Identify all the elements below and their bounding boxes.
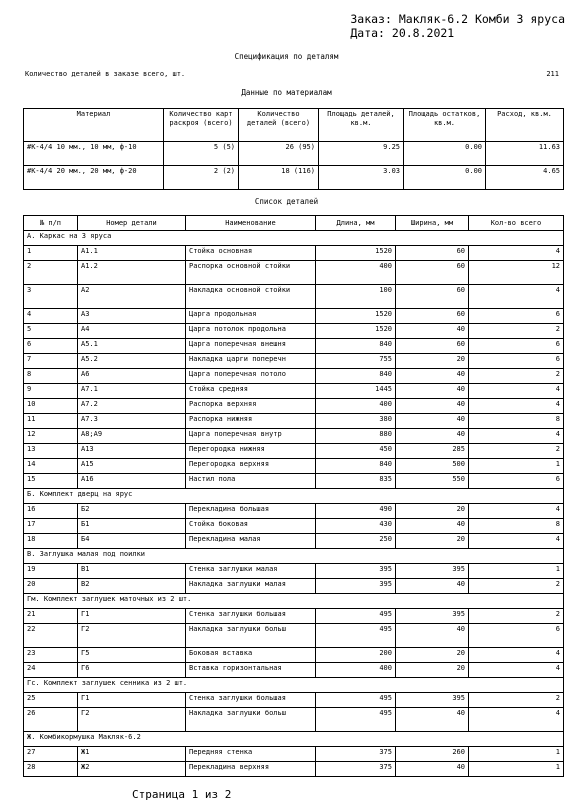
details-cell: 835: [316, 474, 396, 489]
details-cell: 100: [316, 285, 396, 309]
details-body: [24, 231, 564, 777]
materials-header-row: [24, 109, 564, 142]
group-row: [24, 489, 564, 504]
details-cell: 4: [469, 534, 564, 549]
details-cell: 19: [24, 564, 78, 579]
details-cell: 60: [396, 261, 469, 285]
table-row: [24, 609, 564, 624]
details-table: [23, 215, 564, 777]
details-cell: 375: [316, 762, 396, 777]
details-cell: А7.3: [78, 414, 186, 429]
details-cell: 4: [24, 309, 78, 324]
details-cell: 1520: [316, 246, 396, 261]
spec-title: Спецификация по деталям: [234, 52, 339, 61]
materials-col-header: Площадь деталей, кв.м.: [319, 109, 404, 142]
details-cell: 285: [396, 444, 469, 459]
details-cell: А7.2: [78, 399, 186, 414]
details-cell: 380: [316, 414, 396, 429]
table-row: [24, 324, 564, 339]
table-row: [24, 534, 564, 549]
details-cell: Г1: [78, 609, 186, 624]
details-cell: 2: [469, 324, 564, 339]
table-row: [24, 354, 564, 369]
details-cell: 2: [24, 261, 78, 285]
details-cell: 20: [396, 648, 469, 663]
table-row: [24, 399, 564, 414]
details-cell: 4: [469, 648, 564, 663]
details-cell: 60: [396, 309, 469, 324]
table-row: [24, 414, 564, 429]
table-row: [24, 708, 564, 732]
details-cell: 40: [396, 414, 469, 429]
materials-cell: #К-4/4 10 мм., 10 мм, ф-10: [24, 142, 164, 166]
details-cell: 1: [469, 762, 564, 777]
details-cell: Накладка царги поперечн: [186, 354, 316, 369]
details-cell: 1: [469, 459, 564, 474]
details-cell: Накладка заглушки больш: [186, 708, 316, 732]
date-line: Дата: 20.8.2021: [350, 26, 455, 40]
details-cell: В1: [78, 564, 186, 579]
details-cell: 40: [396, 624, 469, 648]
details-cell: 6: [24, 339, 78, 354]
details-cell: 840: [316, 459, 396, 474]
details-cell: 24: [24, 663, 78, 678]
table-row: [24, 624, 564, 648]
details-cell: 40: [396, 429, 469, 444]
details-cell: 12: [24, 429, 78, 444]
details-col-header: Длина, мм: [316, 216, 396, 231]
details-cell: 1520: [316, 309, 396, 324]
materials-table: [23, 108, 564, 190]
details-cell: 40: [396, 324, 469, 339]
details-cell: 18: [24, 534, 78, 549]
details-cell: 395: [316, 579, 396, 594]
order-line: Заказ: Макляк-6.2 Комби 3 яруса: [350, 12, 565, 26]
details-cell: 6: [469, 624, 564, 648]
details-cell: 5: [24, 324, 78, 339]
details-cell: 1445: [316, 384, 396, 399]
details-cell: А3: [78, 309, 186, 324]
details-cell: 20: [396, 663, 469, 678]
details-col-header: Кол-во всего: [469, 216, 564, 231]
details-cell: Передняя стенка: [186, 747, 316, 762]
details-col-header: № п/п: [24, 216, 78, 231]
details-cell: 4: [469, 246, 564, 261]
details-cell: Г6: [78, 663, 186, 678]
materials-col-header: Расход, кв.м.: [486, 109, 564, 142]
details-cell: Распорка нижняя: [186, 414, 316, 429]
details-cell: 22: [24, 624, 78, 648]
details-cell: Вставка горизонтальная: [186, 663, 316, 678]
details-cell: 60: [396, 246, 469, 261]
details-cell: 395: [396, 564, 469, 579]
details-cell: 16: [24, 504, 78, 519]
details-cell: Настил пола: [186, 474, 316, 489]
details-cell: Стойка боковая: [186, 519, 316, 534]
details-cell: 495: [316, 708, 396, 732]
details-cell: 1520: [316, 324, 396, 339]
details-cell: 3: [24, 285, 78, 309]
table-row: [24, 384, 564, 399]
details-cell: 395: [316, 564, 396, 579]
details-col-header: Номер детали: [78, 216, 186, 231]
materials-row: [24, 166, 564, 190]
details-cell: 500: [396, 459, 469, 474]
details-cell: 40: [396, 519, 469, 534]
table-row: [24, 474, 564, 489]
details-cell: Царга поперечная внутр: [186, 429, 316, 444]
details-cell: 10: [24, 399, 78, 414]
materials-cell: 0.00: [404, 166, 486, 190]
table-row: [24, 459, 564, 474]
details-cell: 2: [469, 444, 564, 459]
details-cell: 20: [396, 534, 469, 549]
details-cell: Стенка заглушки большая: [186, 693, 316, 708]
details-cell: Б2: [78, 504, 186, 519]
details-cell: 15: [24, 474, 78, 489]
details-cell: 60: [396, 285, 469, 309]
details-cell: 4: [469, 399, 564, 414]
materials-title: Данные по материалам: [241, 88, 332, 97]
details-cell: 4: [469, 504, 564, 519]
details-cell: В2: [78, 579, 186, 594]
details-cell: 28: [24, 762, 78, 777]
details-cell: Ж2: [78, 762, 186, 777]
details-cell: 9: [24, 384, 78, 399]
details-cell: Стойка средняя: [186, 384, 316, 399]
details-cell: Распорка верхняя: [186, 399, 316, 414]
table-row: [24, 762, 564, 777]
details-cell: 4: [469, 384, 564, 399]
total-label: Количество деталей в заказе всего, шт.: [25, 70, 186, 78]
details-cell: 40: [396, 579, 469, 594]
details-cell: 840: [316, 369, 396, 384]
table-row: [24, 579, 564, 594]
table-row: [24, 504, 564, 519]
details-cell: 4: [469, 429, 564, 444]
group-row: [24, 732, 564, 747]
details-cell: 21: [24, 609, 78, 624]
details-cell: А7.1: [78, 384, 186, 399]
details-cell: 60: [396, 339, 469, 354]
details-cell: 26: [24, 708, 78, 732]
details-cell: 8: [469, 414, 564, 429]
total-value: 211: [546, 70, 559, 78]
details-cell: 2: [469, 579, 564, 594]
details-cell: 20: [396, 504, 469, 519]
details-cell: А1.2: [78, 261, 186, 285]
group-title: В. Заглушка малая под поилки: [24, 549, 564, 564]
materials-body: [24, 142, 564, 190]
materials-cell: 4.65: [486, 166, 564, 190]
details-cell: 395: [396, 693, 469, 708]
details-cell: 6: [469, 474, 564, 489]
details-cell: 400: [316, 399, 396, 414]
materials-cell: 3.03: [319, 166, 404, 190]
details-cell: 4: [469, 708, 564, 732]
details-cell: 8: [469, 519, 564, 534]
details-cell: 1: [24, 246, 78, 261]
details-cell: Г1: [78, 693, 186, 708]
details-cell: 27: [24, 747, 78, 762]
group-row: [24, 678, 564, 693]
details-cell: Царга продольная: [186, 309, 316, 324]
details-cell: Г2: [78, 624, 186, 648]
group-title: А. Каркас на 3 яруса: [24, 231, 564, 246]
details-cell: Ж1: [78, 747, 186, 762]
details-cell: Накладка заглушки больш: [186, 624, 316, 648]
materials-row: [24, 142, 564, 166]
materials-col-header: Площадь остатков, кв.м.: [404, 109, 486, 142]
details-cell: 6: [469, 339, 564, 354]
details-cell: А15: [78, 459, 186, 474]
details-cell: 11: [24, 414, 78, 429]
details-cell: 25: [24, 693, 78, 708]
table-row: [24, 429, 564, 444]
details-cell: Перекладина малая: [186, 534, 316, 549]
table-row: [24, 444, 564, 459]
details-cell: 12: [469, 261, 564, 285]
details-cell: 40: [396, 369, 469, 384]
details-cell: 260: [396, 747, 469, 762]
page-footer: Страница 1 из 2: [132, 788, 232, 801]
details-cell: А6: [78, 369, 186, 384]
details-cell: 7: [24, 354, 78, 369]
details-cell: 550: [396, 474, 469, 489]
details-cell: Г2: [78, 708, 186, 732]
details-cell: А16: [78, 474, 186, 489]
details-cell: 40: [396, 399, 469, 414]
details-cell: 490: [316, 504, 396, 519]
details-cell: 495: [316, 693, 396, 708]
details-cell: 4: [469, 663, 564, 678]
details-cell: 395: [396, 609, 469, 624]
details-cell: 2: [469, 369, 564, 384]
details-cell: Б4: [78, 534, 186, 549]
details-cell: А8;А9: [78, 429, 186, 444]
details-cell: Б1: [78, 519, 186, 534]
details-cell: 495: [316, 609, 396, 624]
details-col-header: Наименование: [186, 216, 316, 231]
group-row: [24, 231, 564, 246]
details-cell: 23: [24, 648, 78, 663]
details-cell: 20: [396, 354, 469, 369]
order-header: [350, 12, 565, 40]
table-row: [24, 663, 564, 678]
details-cell: Накладка основной стойки: [186, 285, 316, 309]
details-cell: Перекладина верхняя: [186, 762, 316, 777]
details-cell: Перегородка верхняя: [186, 459, 316, 474]
details-cell: 6: [469, 354, 564, 369]
details-cell: Стенка заглушки большая: [186, 609, 316, 624]
details-cell: А5.2: [78, 354, 186, 369]
details-cell: Царга потолок продольна: [186, 324, 316, 339]
table-row: [24, 693, 564, 708]
group-row: [24, 594, 564, 609]
materials-cell: 18 (116): [239, 166, 319, 190]
group-title: Гм. Комплект заглушек маточных из 2 шт.: [24, 594, 564, 609]
details-cell: 755: [316, 354, 396, 369]
details-cell: Перекладина большая: [186, 504, 316, 519]
details-cell: 495: [316, 624, 396, 648]
table-row: [24, 648, 564, 663]
details-cell: Накладка заглушки малая: [186, 579, 316, 594]
materials-cell: 9.25: [319, 142, 404, 166]
details-cell: А4: [78, 324, 186, 339]
table-row: [24, 246, 564, 261]
details-cell: 375: [316, 747, 396, 762]
group-row: [24, 549, 564, 564]
details-cell: Г5: [78, 648, 186, 663]
details-cell: Распорка основной стойки: [186, 261, 316, 285]
details-cell: 1: [469, 564, 564, 579]
materials-cell: 26 (95): [239, 142, 319, 166]
group-title: Гс. Комплект заглушек сенника из 2 шт.: [24, 678, 564, 693]
details-cell: 2: [469, 609, 564, 624]
materials-col-header: Материал: [24, 109, 164, 142]
details-cell: 17: [24, 519, 78, 534]
table-row: [24, 519, 564, 534]
details-cell: Боковая вставка: [186, 648, 316, 663]
table-row: [24, 285, 564, 309]
table-row: [24, 369, 564, 384]
details-cell: 450: [316, 444, 396, 459]
details-cell: 840: [316, 339, 396, 354]
materials-cell: 5 (5): [164, 142, 239, 166]
materials-cell: 2 (2): [164, 166, 239, 190]
details-cell: 250: [316, 534, 396, 549]
details-cell: 40: [396, 762, 469, 777]
details-cell: 40: [396, 708, 469, 732]
details-cell: 1: [469, 747, 564, 762]
group-title: Б. Комплект дверц на ярус: [24, 489, 564, 504]
details-cell: Стенка заглушки малая: [186, 564, 316, 579]
materials-cell: 11.63: [486, 142, 564, 166]
details-cell: Царга поперечная потоло: [186, 369, 316, 384]
details-title: Список деталей: [254, 197, 319, 206]
table-row: [24, 564, 564, 579]
details-cell: 6: [469, 309, 564, 324]
details-cell: 400: [316, 261, 396, 285]
table-row: [24, 747, 564, 762]
details-cell: А5.1: [78, 339, 186, 354]
details-cell: А1.1: [78, 246, 186, 261]
details-cell: Царга поперечная внешня: [186, 339, 316, 354]
details-col-header: Ширина, мм: [396, 216, 469, 231]
details-cell: 4: [469, 285, 564, 309]
details-cell: А13: [78, 444, 186, 459]
details-cell: Перегородка нижняя: [186, 444, 316, 459]
details-cell: 430: [316, 519, 396, 534]
details-cell: Стойка основная: [186, 246, 316, 261]
materials-col-header: Количество карт раскроя (всего): [164, 109, 239, 142]
details-cell: 880: [316, 429, 396, 444]
details-cell: 400: [316, 663, 396, 678]
details-cell: 2: [469, 693, 564, 708]
materials-cell: #К-4/4 20 мм., 20 мм, ф-20: [24, 166, 164, 190]
details-cell: 13: [24, 444, 78, 459]
details-cell: 40: [396, 384, 469, 399]
details-header-row: [24, 216, 564, 231]
table-row: [24, 309, 564, 324]
materials-col-header: Количество деталей (всего): [239, 109, 319, 142]
group-title: Ж. Комбикормушка Макляк-6.2: [24, 732, 564, 747]
details-cell: 200: [316, 648, 396, 663]
details-cell: 14: [24, 459, 78, 474]
table-row: [24, 339, 564, 354]
details-cell: 8: [24, 369, 78, 384]
table-row: [24, 261, 564, 285]
materials-cell: 0.00: [404, 142, 486, 166]
details-cell: 20: [24, 579, 78, 594]
details-cell: А2: [78, 285, 186, 309]
